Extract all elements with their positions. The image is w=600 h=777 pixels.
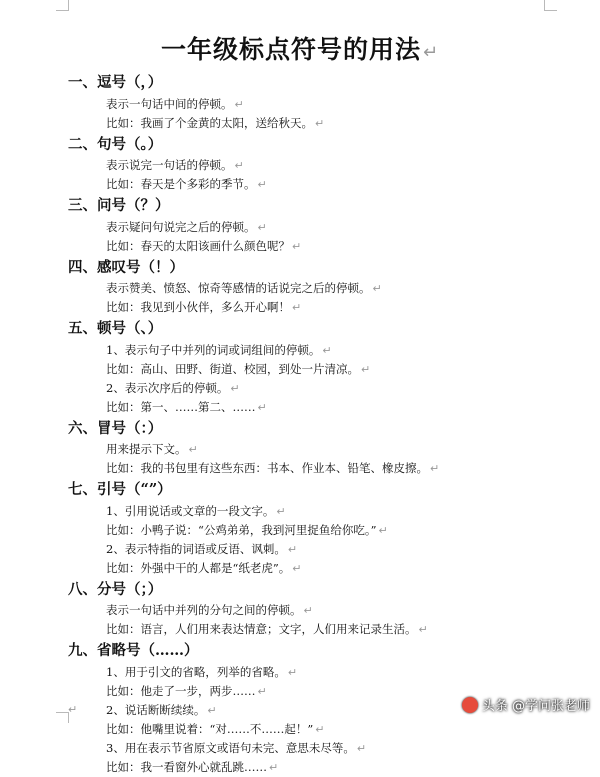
paragraph-mark-icon: ↵ (68, 703, 78, 716)
paragraph-mark-icon: ↵ (430, 462, 440, 475)
line-text: 比如：他嘴里说着：“对……不……起！” (106, 721, 314, 736)
line-text: 1、用于引文的省略，列举的省略。 (106, 664, 286, 679)
paragraph-mark-icon: ↵ (188, 443, 198, 456)
line-text: 比如：高山、田野、街道、校园，到处一片清凉。 (106, 361, 359, 376)
paragraph-mark-icon: ↵ (234, 159, 244, 172)
line-text: 比如：语言，人们用来表达情意；文字，人们用来记录生活。 (106, 622, 417, 636)
paragraph-mark-icon: ↵ (292, 239, 302, 253)
section-heading (68, 417, 568, 441)
section-heading-text: 一、逗号（，） (68, 74, 163, 91)
section-heading-text: 八、分号（；） (68, 580, 163, 598)
line-text: 表示说完一句话的停顿。 (106, 158, 233, 172)
paragraph-mark-icon: ↵ (315, 722, 325, 736)
paragraph-mark-icon: ↵ (257, 400, 267, 414)
document-title (0, 30, 600, 66)
section-heading (68, 194, 568, 218)
section-line (68, 739, 568, 758)
line-text: 3、用在表示节省原文或语句未完、意思未尽等。 (106, 740, 355, 755)
line-text: 比如：小鸭子说：“公鸡弟弟，我到河里捉鱼给你吃。” (106, 522, 377, 537)
section-line (68, 237, 568, 256)
line-text: 比如：我见到小伙伴，多么开心啊！ (106, 300, 290, 314)
paragraph-mark-icon: ↵ (422, 42, 440, 63)
paragraph-mark-icon: ↵ (303, 604, 313, 617)
section-line (68, 398, 568, 417)
section-line (68, 720, 568, 739)
paragraph-mark-icon: ↵ (269, 760, 279, 774)
line-text: 比如：我一看窗外心就乱跳…… (106, 759, 267, 774)
section-line (68, 95, 568, 114)
line-text: 用来提示下文。 (106, 442, 187, 456)
section-line (68, 360, 568, 379)
section-heading (68, 578, 568, 602)
section-line (68, 341, 568, 360)
watermark-text: 头条 @学问张老师 (481, 699, 590, 714)
section-heading-text: 六、冒号（：） (68, 419, 163, 437)
section-heading-text: 二、句号（。） (68, 135, 163, 153)
paragraph-mark-icon: ↵ (292, 301, 302, 314)
line-text: 1、表示句子中并列的词或词组间的停顿。 (106, 342, 321, 357)
line-text: 比如：外强中干的人都是“纸老虎”。 (106, 560, 291, 575)
section-heading (68, 71, 568, 95)
page-corner-top-right (544, 0, 557, 11)
section-line (68, 379, 568, 398)
paragraph-mark-icon: ↵ (276, 504, 286, 518)
line-text: 比如：他走了一步，两步…… (106, 683, 256, 698)
section-line (68, 114, 568, 133)
paragraph-mark-icon: ↵ (207, 703, 217, 717)
line-text: 1、引用说话或文章的一段文字。 (106, 503, 275, 518)
line-text: 表示疑问句说完之后的停顿。 (106, 219, 256, 234)
line-text: 表示一句话中间的停顿。 (106, 96, 233, 111)
section-heading (68, 256, 568, 280)
line-text: 2、说话断断续续。 (106, 702, 206, 717)
section-heading (68, 317, 568, 341)
line-text: 比如：春天是个多彩的季节。 (106, 177, 256, 191)
section-line (68, 559, 568, 578)
line-text: 比如：春天的太阳该画什么颜色呢？ (106, 238, 290, 253)
watermark (462, 695, 590, 714)
section-heading (68, 639, 568, 663)
paragraph-mark-icon: ↵ (287, 542, 298, 556)
paragraph-mark-icon: ↵ (315, 116, 325, 130)
section-heading-text: 五、顿号（、） (68, 320, 163, 337)
section-heading (68, 478, 568, 502)
section-line (68, 279, 568, 298)
line-text: 比如：我的书包里有这些东西：书本、作业本、铅笔、橡皮擦。 (106, 461, 428, 475)
section-heading-text: 七、引号（“”） (68, 481, 172, 498)
document-body (68, 71, 568, 777)
paragraph-mark-icon: ↵ (322, 343, 332, 357)
page-corner-top-left (56, 0, 69, 11)
paragraph-mark-icon: ↵ (287, 665, 298, 679)
line-text: 2、表示次序后的停顿。 (106, 380, 229, 395)
paragraph-mark-icon: ↵ (292, 561, 302, 575)
line-text: 表示一句话中并列的分句之间的停顿。 (106, 603, 302, 617)
section-heading-text: 四、感叹号（！） (68, 258, 184, 276)
paragraph-mark-icon: ↵ (378, 523, 388, 537)
line-text: 2、表示特指的词语或反语、讽刺。 (106, 541, 286, 556)
paragraph-mark-icon: ↵ (257, 178, 267, 191)
section-line (68, 601, 568, 620)
section-line (68, 502, 568, 521)
section-heading-text: 三、问号（？） (68, 197, 170, 214)
toutiao-logo-icon (462, 697, 478, 713)
section-line (68, 156, 568, 175)
section-line (68, 459, 568, 478)
section-line (68, 758, 568, 777)
paragraph-mark-icon: ↵ (257, 684, 267, 698)
paragraph-mark-icon: ↵ (257, 220, 267, 234)
section-line (68, 521, 568, 540)
paragraph-mark-icon: ↵ (418, 623, 428, 636)
line-text: 比如：第一、……第二、…… (106, 399, 256, 414)
paragraph-mark-icon: ↵ (372, 282, 382, 295)
paragraph-mark-icon: ↵ (230, 381, 240, 395)
paragraph-mark-icon: ↵ (361, 362, 371, 376)
paragraph-mark-icon: ↵ (234, 97, 244, 111)
section-heading-text: 九、省略号（……） (68, 642, 199, 659)
section-line (68, 540, 568, 559)
paragraph-mark-icon: ↵ (356, 741, 367, 755)
section-heading (68, 133, 568, 157)
title-text: 一年级标点符号的用法 (160, 35, 421, 64)
section-line (68, 620, 568, 639)
line-text: 表示赞美、愤怒、惊奇等感情的话说完之后的停顿。 (106, 281, 371, 295)
section-line (68, 175, 568, 194)
section-line (68, 298, 568, 317)
section-line (68, 440, 568, 459)
line-text: 比如：我画了个金黄的太阳，送给秋天。 (106, 115, 313, 130)
section-line (68, 663, 568, 682)
section-line (68, 218, 568, 237)
